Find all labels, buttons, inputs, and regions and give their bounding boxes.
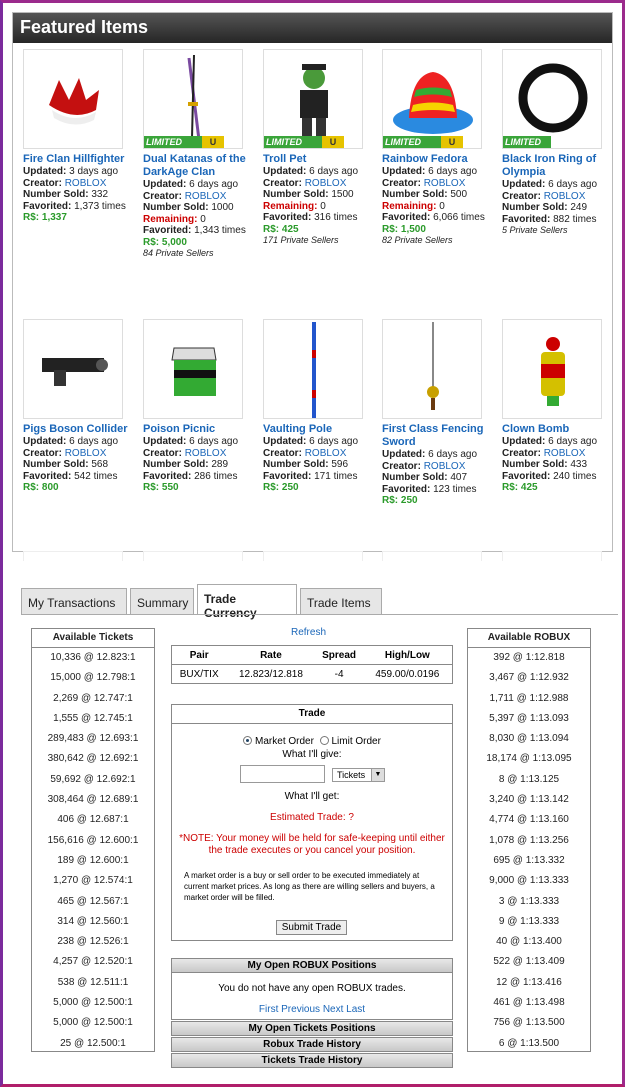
item-favorited: Favorited: 542 times xyxy=(23,470,118,482)
ticket-offer-row[interactable]: 1,270 @ 12.574:1 xyxy=(53,875,133,887)
robux-offer-row[interactable]: 3,240 @ 1:13.142 xyxy=(489,794,569,806)
item-name[interactable]: Fire Clan Hillfighter xyxy=(23,153,125,165)
tab-trade-items[interactable]: Trade Items xyxy=(300,588,382,615)
ticket-offer-row[interactable]: 465 @ 12.567:1 xyxy=(57,895,129,907)
tab-divider xyxy=(21,614,618,615)
ticket-offer-row[interactable]: 25 @ 12.500:1 xyxy=(60,1037,126,1049)
trade-title: Trade xyxy=(172,705,452,724)
ticket-offer-row[interactable]: 308,464 @ 12.689:1 xyxy=(47,794,139,806)
item-favorited: Favorited: 882 times xyxy=(502,213,597,225)
clown-bomb-icon xyxy=(503,412,602,419)
limited-u-badge: LIMITED U xyxy=(383,136,463,148)
item-sold: Number Sold: 433 xyxy=(502,459,588,470)
market-order-description: A market order is a buy or sell order to be executed immediately at current market prices. As long as there are willing sellers and buyers, a market order will be filled. xyxy=(184,871,435,902)
item-name[interactable]: Clown Bomb xyxy=(502,423,570,435)
item-price: R$: 1,500 xyxy=(382,223,426,235)
item-updated: Updated: 6 days ago xyxy=(23,436,119,447)
header-pair: Pair xyxy=(172,646,227,665)
ticket-offer-row[interactable]: 314 @ 12.560:1 xyxy=(57,915,129,927)
ticket-offer-row[interactable]: 4,257 @ 12.520:1 xyxy=(53,956,133,968)
limited-u-badge: LIMITED U xyxy=(264,136,344,148)
item-sold: Number Sold: 500 xyxy=(382,189,468,200)
tickets-title: Available Tickets xyxy=(32,629,154,648)
private-sellers[interactable]: 82 Private Sellers xyxy=(382,235,453,245)
give-amount-input[interactable] xyxy=(240,765,325,783)
ticket-offer-row[interactable]: 538 @ 12.511:1 xyxy=(57,976,129,988)
item-favorited: Favorited: 316 times xyxy=(263,212,358,223)
chevron-down-icon[interactable]: ▼ xyxy=(371,769,384,781)
item-price: R$: 250 xyxy=(263,482,299,493)
robux-offer-row[interactable]: 9 @ 1:13.333 xyxy=(498,915,560,927)
spread-value: -4 xyxy=(334,668,344,680)
item-thumbnail[interactable] xyxy=(263,319,363,419)
open-tickets-positions-header[interactable]: My Open Tickets Positions xyxy=(171,1021,453,1036)
featured-item-placeholder xyxy=(382,551,482,561)
item-sold: Number Sold: 289 xyxy=(143,459,229,470)
ticket-offer-row[interactable]: 406 @ 12.687:1 xyxy=(57,814,129,826)
tickets-trade-history-header[interactable]: Tickets Trade History xyxy=(171,1053,453,1068)
featured-item-card[interactable] xyxy=(502,49,614,237)
featured-item-card[interactable] xyxy=(382,319,494,507)
item-updated: Updated: 6 days ago xyxy=(143,436,239,447)
item-favorited: Favorited: 240 times xyxy=(502,470,597,482)
collider-gun-icon xyxy=(24,412,123,419)
item-name[interactable]: Vaulting Pole xyxy=(263,423,333,435)
pager-next[interactable]: Next xyxy=(322,1004,344,1015)
robux-offer-row[interactable]: 12 @ 1:13.416 xyxy=(496,976,562,988)
item-price: R$: 425 xyxy=(502,482,538,493)
robux-offer-row[interactable]: 461 @ 1:13.498 xyxy=(493,997,565,1009)
item-sold: Number Sold: 1500 xyxy=(263,189,354,200)
market-order-label: Market Order xyxy=(255,736,314,747)
featured-item-placeholder xyxy=(23,551,123,561)
submit-trade-button[interactable]: Submit Trade xyxy=(276,920,347,935)
robux-offer-row[interactable]: 6 @ 1:13.500 xyxy=(498,1037,560,1049)
item-name[interactable]: Black Iron Ring of Olympia xyxy=(502,153,597,178)
item-price: R$: 550 xyxy=(143,482,179,493)
robux-offer-row[interactable]: 3 @ 1:13.333 xyxy=(498,895,560,907)
tab-summary[interactable]: Summary xyxy=(130,588,194,615)
creator-link[interactable]: ROBLOX xyxy=(423,460,466,472)
available-tickets-panel xyxy=(31,628,155,1052)
item-thumbnail[interactable] xyxy=(23,319,123,419)
item-sold: Number Sold: 596 xyxy=(263,459,349,470)
get-label: What I'll get: xyxy=(284,791,340,802)
item-favorited: Favorited: 171 times xyxy=(263,470,358,482)
pair-table xyxy=(171,645,453,684)
robux-offer-row[interactable]: 4,774 @ 1:13.160 xyxy=(489,814,569,826)
featured-item-card[interactable] xyxy=(143,319,255,494)
pager-previous[interactable]: Previous xyxy=(281,1004,321,1015)
item-creator: Creator: ROBLOX xyxy=(263,447,347,459)
item-thumbnail[interactable] xyxy=(382,49,482,149)
item-creator: Creator: ROBLOX xyxy=(143,190,227,202)
item-updated: Updated: 6 days ago xyxy=(263,436,359,447)
rate-value: 12.823/12.818 xyxy=(238,668,303,680)
item-updated: Updated: 6 days ago xyxy=(502,179,598,190)
open-robux-positions-header[interactable]: My Open ROBUX Positions xyxy=(171,958,453,973)
item-updated: Updated: 3 days ago xyxy=(23,166,119,177)
item-name[interactable]: Pigs Boson Collider xyxy=(23,423,128,435)
featured-item-card[interactable] xyxy=(263,319,375,494)
item-sold: Number Sold: 1000 xyxy=(143,202,234,213)
private-sellers[interactable]: 84 Private Sellers xyxy=(143,248,214,258)
item-favorited: Favorited: 6,066 times xyxy=(382,212,485,223)
ticket-offer-row[interactable]: 189 @ 12.600:1 xyxy=(57,854,129,866)
ticket-offer-row[interactable]: 15,000 @ 12.798:1 xyxy=(50,672,136,684)
robux-offer-row[interactable]: 756 @ 1:13.500 xyxy=(493,1017,565,1029)
trade-form xyxy=(171,704,453,941)
item-thumbnail[interactable] xyxy=(143,49,243,149)
tickets-list xyxy=(32,648,154,1054)
item-updated: Updated: 6 days ago xyxy=(382,166,478,177)
item-updated: Updated: 6 days ago xyxy=(502,436,598,447)
robux-offer-row[interactable]: 392 @ 1:12.818 xyxy=(493,652,565,663)
ticket-offer-row[interactable]: 2,269 @ 12.747:1 xyxy=(53,692,133,704)
header-spread: Spread xyxy=(315,646,362,665)
tab-my-transactions[interactable]: My Transactions xyxy=(21,588,127,615)
robux-trade-history-header[interactable]: Robux Trade History xyxy=(171,1037,453,1052)
creator-link[interactable]: ROBLOX xyxy=(64,447,107,459)
poison-picnic-icon xyxy=(144,412,243,419)
item-remaining: Remaining: 0 xyxy=(263,200,326,212)
item-name[interactable]: Troll Pet xyxy=(263,153,307,165)
header-rate: Rate xyxy=(226,646,315,665)
ticket-offer-row[interactable]: 5,000 @ 12.500:1 xyxy=(53,1017,133,1029)
item-creator: Creator: ROBLOX xyxy=(23,177,107,189)
item-favorited: Favorited: 286 times xyxy=(143,470,238,482)
give-label: What I'll give: xyxy=(282,749,342,760)
limited-badge: LIMITED xyxy=(503,136,551,148)
featured-item-placeholder xyxy=(263,551,363,561)
fire-clan-hat-icon xyxy=(24,142,123,149)
estimated-trade: Estimated Trade: ? xyxy=(270,812,354,823)
creator-link[interactable]: ROBLOX xyxy=(64,177,107,189)
item-creator: Creator: ROBLOX xyxy=(382,177,466,189)
robux-offer-row[interactable]: 695 @ 1:13.332 xyxy=(493,854,565,866)
item-price: R$: 800 xyxy=(23,482,59,493)
pager xyxy=(172,1004,452,1015)
ticket-offer-row[interactable]: 289,483 @ 12.693:1 xyxy=(47,733,139,745)
featured-item-placeholder xyxy=(143,551,243,561)
pager-last[interactable]: Last xyxy=(346,1004,366,1015)
robux-offer-row[interactable]: 522 @ 1:13.409 xyxy=(493,956,565,968)
no-robux-trades-message: You do not have any open ROBUX trades. xyxy=(218,983,406,994)
ticket-offer-row[interactable]: 156,616 @ 12.600:1 xyxy=(47,834,139,846)
item-remaining: Remaining: 0 xyxy=(382,200,445,212)
robux-list xyxy=(468,648,590,1054)
ticket-offer-row[interactable]: 59,692 @ 12.692:1 xyxy=(50,773,136,785)
robux-offer-row[interactable]: 5,397 @ 1:13.093 xyxy=(489,712,569,724)
robux-offer-row[interactable]: 9,000 @ 1:13.333 xyxy=(489,875,569,887)
item-creator: Creator: ROBLOX xyxy=(23,447,107,459)
featured-item-card[interactable] xyxy=(23,319,135,494)
limit-order-label: Limit Order xyxy=(331,736,381,747)
robux-offer-row[interactable]: 1,078 @ 1:13.256 xyxy=(489,834,569,846)
item-creator: Creator: ROBLOX xyxy=(502,190,586,202)
ticket-offer-row[interactable]: 238 @ 12.526:1 xyxy=(57,936,129,948)
item-favorited: Favorited: 123 times xyxy=(382,483,477,495)
tab-trade-currency[interactable]: Trade Currency xyxy=(197,584,297,615)
item-thumbnail[interactable] xyxy=(263,49,363,149)
ticket-offer-row[interactable]: 1,555 @ 12.745:1 xyxy=(53,712,133,724)
creator-link[interactable]: ROBLOX xyxy=(423,177,466,189)
available-robux-panel xyxy=(467,628,591,1052)
header-high-low: High/Low xyxy=(363,646,453,665)
market-order-radio[interactable] xyxy=(243,736,252,745)
item-thumbnail[interactable] xyxy=(502,49,602,149)
item-remaining: Remaining: 0 xyxy=(143,213,206,225)
robux-offer-row[interactable]: 1,711 @ 1:12.988 xyxy=(489,692,569,704)
robux-offer-row[interactable]: 8 @ 1:13.125 xyxy=(498,773,560,785)
limited-u-badge: LIMITED U xyxy=(144,136,224,148)
robux-offer-row[interactable]: 40 @ 1:13.400 xyxy=(496,936,562,948)
creator-link[interactable]: ROBLOX xyxy=(184,447,227,459)
item-sold: Number Sold: 249 xyxy=(502,202,588,213)
item-name[interactable]: Poison Picnic xyxy=(143,423,216,435)
item-price: R$: 1,337 xyxy=(23,212,67,223)
vaulting-pole-icon xyxy=(264,412,363,419)
refresh-link[interactable]: Refresh xyxy=(291,627,327,638)
item-updated: Updated: 6 days ago xyxy=(263,166,359,177)
pair-value: BUX/TIX xyxy=(179,668,219,680)
private-sellers[interactable]: 5 Private Sellers xyxy=(502,225,568,235)
item-sold: Number Sold: 407 xyxy=(382,472,468,483)
ticket-offer-row[interactable]: 10,336 @ 12.823:1 xyxy=(50,652,136,663)
creator-link[interactable]: ROBLOX xyxy=(543,447,586,459)
item-sold: Number Sold: 568 xyxy=(23,459,109,470)
featured-item-card[interactable] xyxy=(143,49,255,260)
featured-item-card[interactable] xyxy=(382,49,494,247)
item-name[interactable]: Rainbow Fedora xyxy=(382,153,468,165)
featured-items-panel xyxy=(12,12,613,552)
item-favorited: Favorited: 1,343 times xyxy=(143,225,246,236)
robux-title: Available ROBUX xyxy=(468,629,590,648)
currency-select-value: Tickets xyxy=(337,770,366,780)
item-price: R$: 425 xyxy=(263,223,299,235)
pager-first[interactable]: First xyxy=(258,1004,279,1015)
item-updated: Updated: 6 days ago xyxy=(382,449,478,460)
item-thumbnail[interactable] xyxy=(502,319,602,419)
item-price: R$: 250 xyxy=(382,495,418,506)
featured-item-placeholder xyxy=(502,551,602,561)
creator-link[interactable]: ROBLOX xyxy=(304,177,347,189)
safekeeping-note: *NOTE: Your money will be held for safe-keeping until either the trade executes or you cancel your position. xyxy=(179,833,445,856)
item-creator: Creator: ROBLOX xyxy=(263,177,347,189)
ticket-offer-row[interactable]: 5,000 @ 12.500:1 xyxy=(53,997,133,1009)
item-creator: Creator: ROBLOX xyxy=(502,447,586,459)
creator-link[interactable]: ROBLOX xyxy=(543,190,586,202)
item-creator: Creator: ROBLOX xyxy=(143,447,227,459)
featured-item-card[interactable] xyxy=(23,49,135,224)
item-favorited: Favorited: 1,373 times xyxy=(23,200,126,212)
currency-select[interactable] xyxy=(332,768,385,782)
item-thumbnail[interactable] xyxy=(382,319,482,419)
robux-offer-row[interactable]: 18,174 @ 1:13.095 xyxy=(486,753,572,765)
robux-offer-row[interactable]: 3,467 @ 1:12.932 xyxy=(489,672,569,684)
item-name[interactable]: First Class Fencing Sword xyxy=(382,423,484,448)
featured-item-card[interactable] xyxy=(502,319,614,494)
item-name[interactable]: Dual Katanas of the DarkAge Clan xyxy=(143,153,246,178)
item-updated: Updated: 6 days ago xyxy=(143,179,239,190)
creator-link[interactable]: ROBLOX xyxy=(184,190,227,202)
creator-link[interactable]: ROBLOX xyxy=(304,447,347,459)
robux-offer-row[interactable]: 8,030 @ 1:13.094 xyxy=(489,733,569,745)
featured-title: Featured Items xyxy=(13,13,612,43)
ticket-offer-row[interactable]: 380,642 @ 12.692:1 xyxy=(47,753,139,765)
featured-item-card[interactable] xyxy=(263,49,375,247)
item-thumbnail[interactable] xyxy=(23,49,123,149)
private-sellers[interactable]: 171 Private Sellers xyxy=(263,235,339,245)
item-price: R$: 5,000 xyxy=(143,236,187,248)
item-thumbnail[interactable] xyxy=(143,319,243,419)
high-low-value: 459.00/0.0196 xyxy=(375,668,440,680)
order-type-group xyxy=(172,736,452,747)
fencing-sword-icon xyxy=(383,412,482,419)
item-sold: Number Sold: 332 xyxy=(23,189,109,200)
limit-order-radio[interactable] xyxy=(320,736,329,745)
item-creator: Creator: ROBLOX xyxy=(382,460,466,472)
open-robux-positions-panel xyxy=(171,973,453,1020)
